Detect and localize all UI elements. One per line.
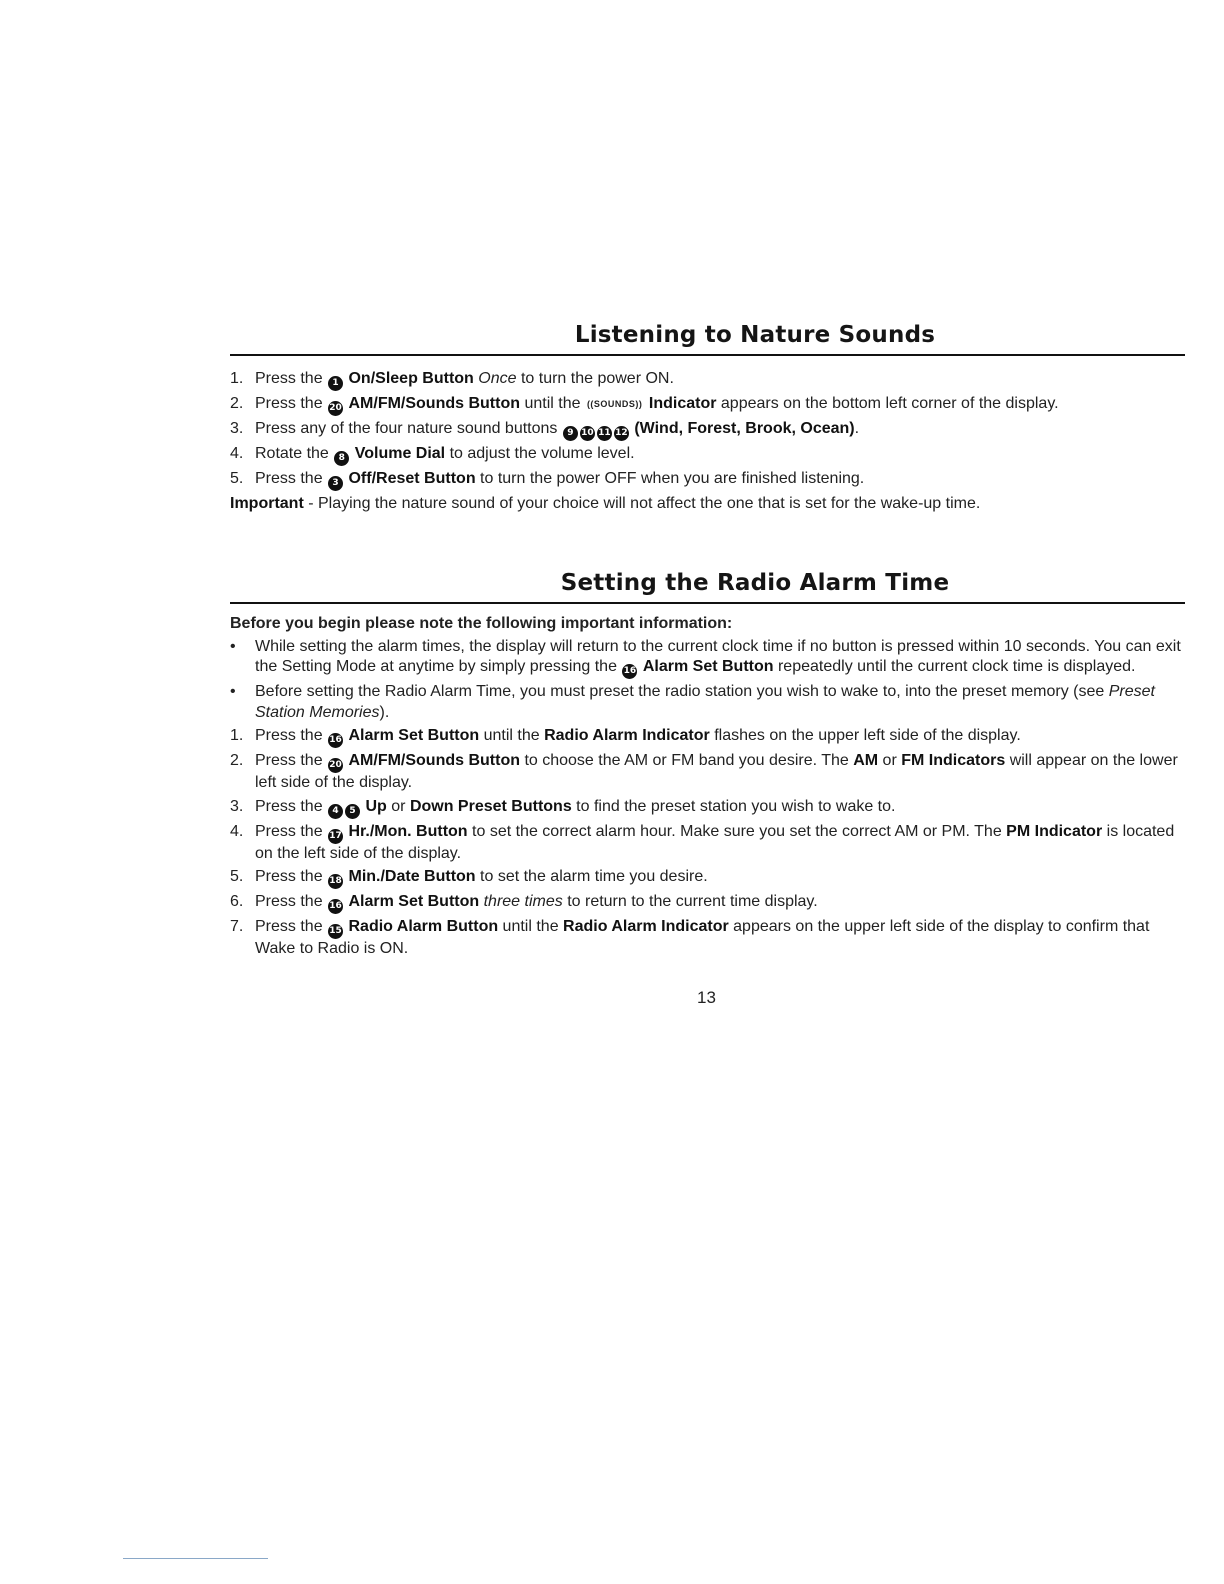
- important-note: [230, 494, 1185, 515]
- callout-number-icon: 18: [328, 874, 343, 889]
- item-number: 4.: [230, 822, 244, 840]
- sounds-indicator-icon: ((SOUNDS)): [586, 399, 643, 409]
- emphasis-text: Once: [478, 370, 517, 387]
- item-text: Press the: [255, 727, 328, 744]
- control-name: AM: [853, 752, 879, 769]
- section-radio-alarm: [230, 570, 1185, 963]
- item-text: is located on the left side of the display.: [255, 822, 1175, 862]
- control-name: Alarm Set Button: [642, 658, 774, 675]
- list-item: [230, 419, 1185, 441]
- control-name: Hr./Mon. Button: [348, 822, 468, 840]
- callout-number-icon: 20: [328, 401, 343, 416]
- item-text: appears on the bottom left corner of the display.: [716, 395, 1059, 412]
- emphasis-text: three times: [483, 893, 563, 910]
- list-item: [230, 822, 1185, 865]
- bullet-marker: •: [230, 683, 236, 700]
- bullet-list: [230, 637, 1185, 724]
- page-number: 13: [697, 988, 716, 1007]
- emphasis-text: Preset Station Memories: [255, 683, 1155, 721]
- control-name: (Wind, Forest, Brook, Ocean): [634, 420, 855, 437]
- item-text: Press the: [255, 752, 328, 769]
- item-text: .: [854, 420, 860, 437]
- instruction-list: [230, 369, 1185, 491]
- item-number: 5.: [230, 868, 244, 885]
- callout-number-icon: 12: [614, 426, 629, 441]
- item-text: Press the: [255, 395, 328, 412]
- callout-number-icon: 1: [328, 376, 343, 391]
- item-text: Press the: [255, 918, 328, 935]
- item-number: 1.: [230, 370, 244, 387]
- list-item: [230, 394, 1185, 416]
- item-text: to turn the power ON.: [516, 370, 674, 387]
- item-text: flashes on the upper left side of the display.: [709, 727, 1021, 744]
- item-text: to turn the power OFF when you are finished listening.: [475, 470, 865, 487]
- section-title: Setting the Radio Alarm Time: [230, 570, 1185, 604]
- callout-number-icon: 15: [328, 924, 343, 939]
- list-item: [230, 892, 1185, 914]
- item-number: 6.: [230, 893, 244, 910]
- control-name: Down Preset Buttons: [409, 797, 572, 815]
- control-name: Up: [365, 797, 387, 815]
- item-text: While setting the alarm times, the display will return to the current clock time if no button is pressed within 10 seconds. You can exit the Setting Mode at anytime by simply pressing the: [255, 637, 1181, 675]
- item-text: to set the alarm time you desire.: [475, 868, 708, 885]
- item-text: Press the: [255, 797, 328, 815]
- control-name: PM Indicator: [1006, 822, 1103, 840]
- control-name: Radio Alarm Indicator: [544, 727, 710, 744]
- item-number: 7.: [230, 918, 244, 935]
- important-label: Important: [230, 495, 304, 512]
- callout-number-icon: 4: [328, 804, 343, 819]
- list-item: [230, 867, 1185, 889]
- item-text: Before setting the Radio Alarm Time, you must preset the radio station you wish to wake to, into the preset memory (see: [255, 683, 1109, 700]
- list-item: [230, 917, 1185, 960]
- callout-number-icon: 16: [622, 664, 637, 679]
- callout-number-icon: 16: [328, 733, 343, 748]
- item-number: 4.: [230, 445, 244, 462]
- item-text: to return to the current time display.: [562, 893, 818, 910]
- item-text: repeatedly until the current clock time is displayed.: [773, 658, 1136, 675]
- item-text: will appear on the lower left side of the display.: [255, 752, 1178, 791]
- control-name: Radio Alarm Indicator: [563, 918, 729, 935]
- item-text: Press the: [255, 470, 328, 487]
- list-item: [230, 797, 1185, 819]
- item-number: 1.: [230, 727, 244, 744]
- callout-number-icon: 16: [328, 899, 343, 914]
- control-name: Alarm Set Button: [348, 727, 480, 744]
- item-text: Press the: [255, 370, 328, 387]
- important-text: - Playing the nature sound of your choice will not affect the one that is set for the wake-up time.: [303, 495, 981, 512]
- item-number: 5.: [230, 470, 244, 487]
- item-text: to choose the AM or FM band you desire. The: [520, 752, 854, 769]
- callout-number-icon: 8: [334, 451, 349, 466]
- item-text: to adjust the volume level.: [445, 445, 635, 462]
- instruction-list: [230, 726, 1185, 960]
- item-text: Press the: [255, 822, 328, 840]
- item-text: until the: [520, 395, 585, 412]
- list-item: [230, 369, 1185, 391]
- item-text: Press any of the four nature sound buttons: [255, 420, 562, 437]
- item-number: 2.: [230, 752, 244, 769]
- list-item: [230, 444, 1185, 466]
- callout-number-icon: 9: [563, 426, 578, 441]
- callout-number-icon: 3: [328, 476, 343, 491]
- item-text: or: [386, 797, 410, 815]
- item-text: until the: [498, 918, 564, 935]
- callout-number-icon: 5: [345, 804, 360, 819]
- control-name: AM/FM/Sounds Button: [348, 395, 520, 412]
- lead-text: Before you begin please note the following important information:: [230, 615, 733, 632]
- callout-number-icon: 17: [328, 829, 343, 844]
- control-name: FM Indicators: [901, 752, 1006, 769]
- item-number: 3.: [230, 420, 244, 437]
- item-text: ).: [379, 703, 390, 721]
- item-number: 3.: [230, 797, 244, 815]
- section-title: Listening to Nature Sounds: [230, 322, 1185, 356]
- list-item: [230, 469, 1185, 491]
- control-name: AM/FM/Sounds Button: [348, 752, 520, 769]
- control-name: Off/Reset Button: [348, 470, 476, 487]
- callout-number-icon: 20: [328, 758, 343, 773]
- bullet-item: [230, 682, 1185, 723]
- callout-number-icon: 10: [580, 426, 595, 441]
- footer-rule: [123, 1558, 268, 1559]
- item-text: Rotate the: [255, 445, 334, 462]
- control-name: Volume Dial: [354, 445, 446, 462]
- item-text: until the: [479, 727, 545, 744]
- item-text: to set the correct alarm hour. Make sure you set the correct AM or PM. The: [467, 822, 1007, 840]
- list-item: [230, 751, 1185, 794]
- control-name: Min./Date Button: [348, 868, 476, 885]
- callout-number-icon: 11: [597, 426, 612, 441]
- bullet-marker: •: [230, 637, 236, 655]
- bullet-item: [230, 637, 1185, 680]
- list-item: [230, 726, 1185, 748]
- item-text: Press the: [255, 868, 328, 885]
- control-name: Radio Alarm Button: [348, 918, 499, 935]
- item-number: 2.: [230, 395, 244, 412]
- item-text: Press the: [255, 893, 328, 910]
- item-text: or: [878, 752, 902, 769]
- control-name: Alarm Set Button: [348, 893, 480, 910]
- control-name: On/Sleep Button: [348, 370, 474, 387]
- item-text: appears on the upper left side of the display to confirm that Wake to Radio is ON.: [255, 918, 1150, 957]
- section-nature-sounds: [230, 322, 1185, 515]
- item-text: to find the preset station you wish to wake to.: [571, 797, 896, 815]
- control-name: Indicator: [648, 395, 717, 412]
